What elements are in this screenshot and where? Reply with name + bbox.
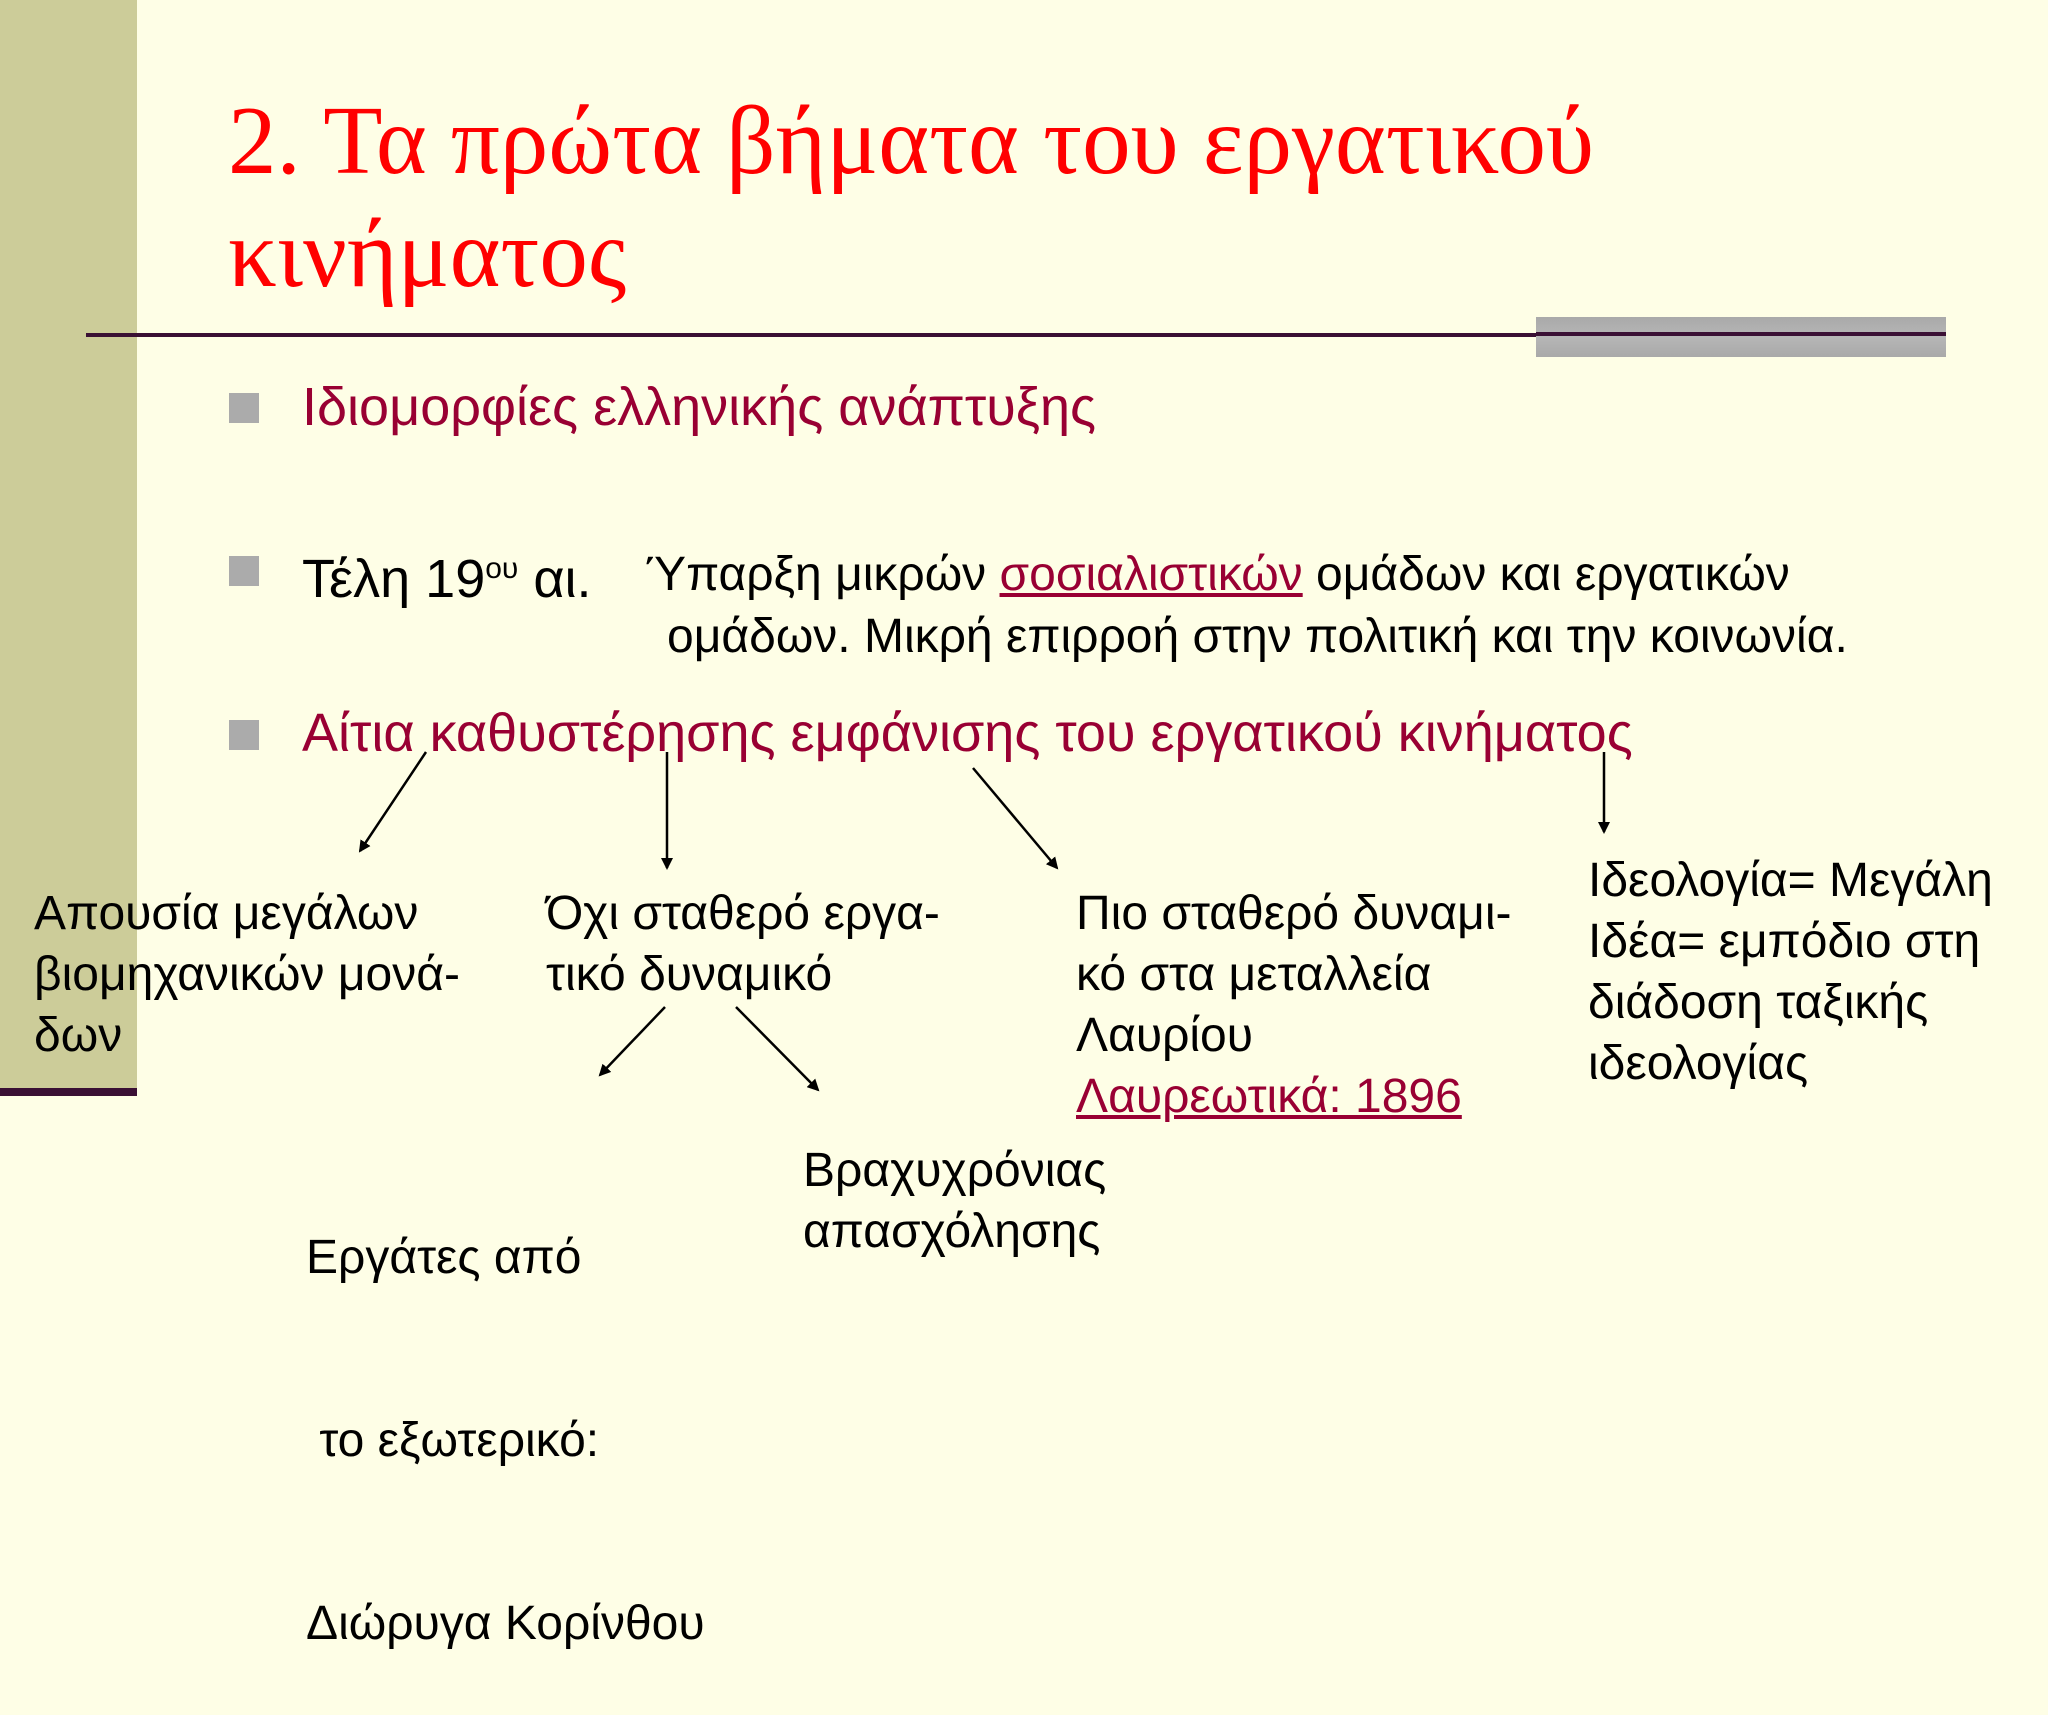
node-unstable-workforce: Όχι σταθερό εργα- τικό δυναμικό	[546, 887, 940, 1001]
node-foreign-workers: Εργάτες από το εξωτερικό: Διώρυγα Κορίνθου	[306, 1231, 705, 1650]
socialist-link[interactable]: σοσιαλιστικών	[999, 548, 1303, 601]
bullet-2-description-line-2: ομάδων. Μικρή επιρροή στην πολιτική και την κοινωνία.	[667, 610, 1848, 663]
lavreotika-link[interactable]: Λαυρεωτικά: 1896	[1076, 1070, 1462, 1123]
node-ideology: Ιδεολογία= Μεγάλη Ιδέα= εμπόδιο στη διάδοση ταξικής ιδεολογίας	[1588, 854, 1993, 1090]
bullet-2-prefix: Τέλη 19	[302, 549, 486, 609]
desc-pre: Ύπαρξη μικρών	[645, 548, 1000, 601]
node-short-term-employment: Βραχυχρόνιας απασχόλησης	[803, 1144, 1107, 1258]
title-line-2: κινήματος	[228, 200, 627, 307]
bullet-3-text: Αίτια καθυστέρησης εμφάνισης του εργατικού κινήματος	[302, 703, 1633, 763]
arrow-to-stable	[973, 768, 1057, 868]
arrow-to-absence	[360, 752, 426, 851]
desc-post: ομάδων και εργατικών	[1302, 548, 1790, 601]
bullet-2-suffix: αι.	[518, 549, 592, 609]
node-absence-of-industry: Απουσία μεγάλων βιομηχανικών μονά- δων	[34, 887, 460, 1062]
bullet-1-text: Ιδιομορφίες ελληνικής ανάπτυξης	[302, 377, 1097, 437]
arrow-to-short-term	[736, 1007, 818, 1090]
title-line-1: 2. Τα πρώτα βήματα του εργατικού	[228, 87, 1595, 194]
bullet-2-superscript: ου	[485, 552, 519, 585]
node-stable-lavrio: Πιο σταθερό δυναμι- κό στα μεταλλεία Λαυρίου Λαυρεωτικά: 1896	[1076, 883, 1511, 1127]
arrow-to-foreign-workers	[600, 1007, 665, 1075]
